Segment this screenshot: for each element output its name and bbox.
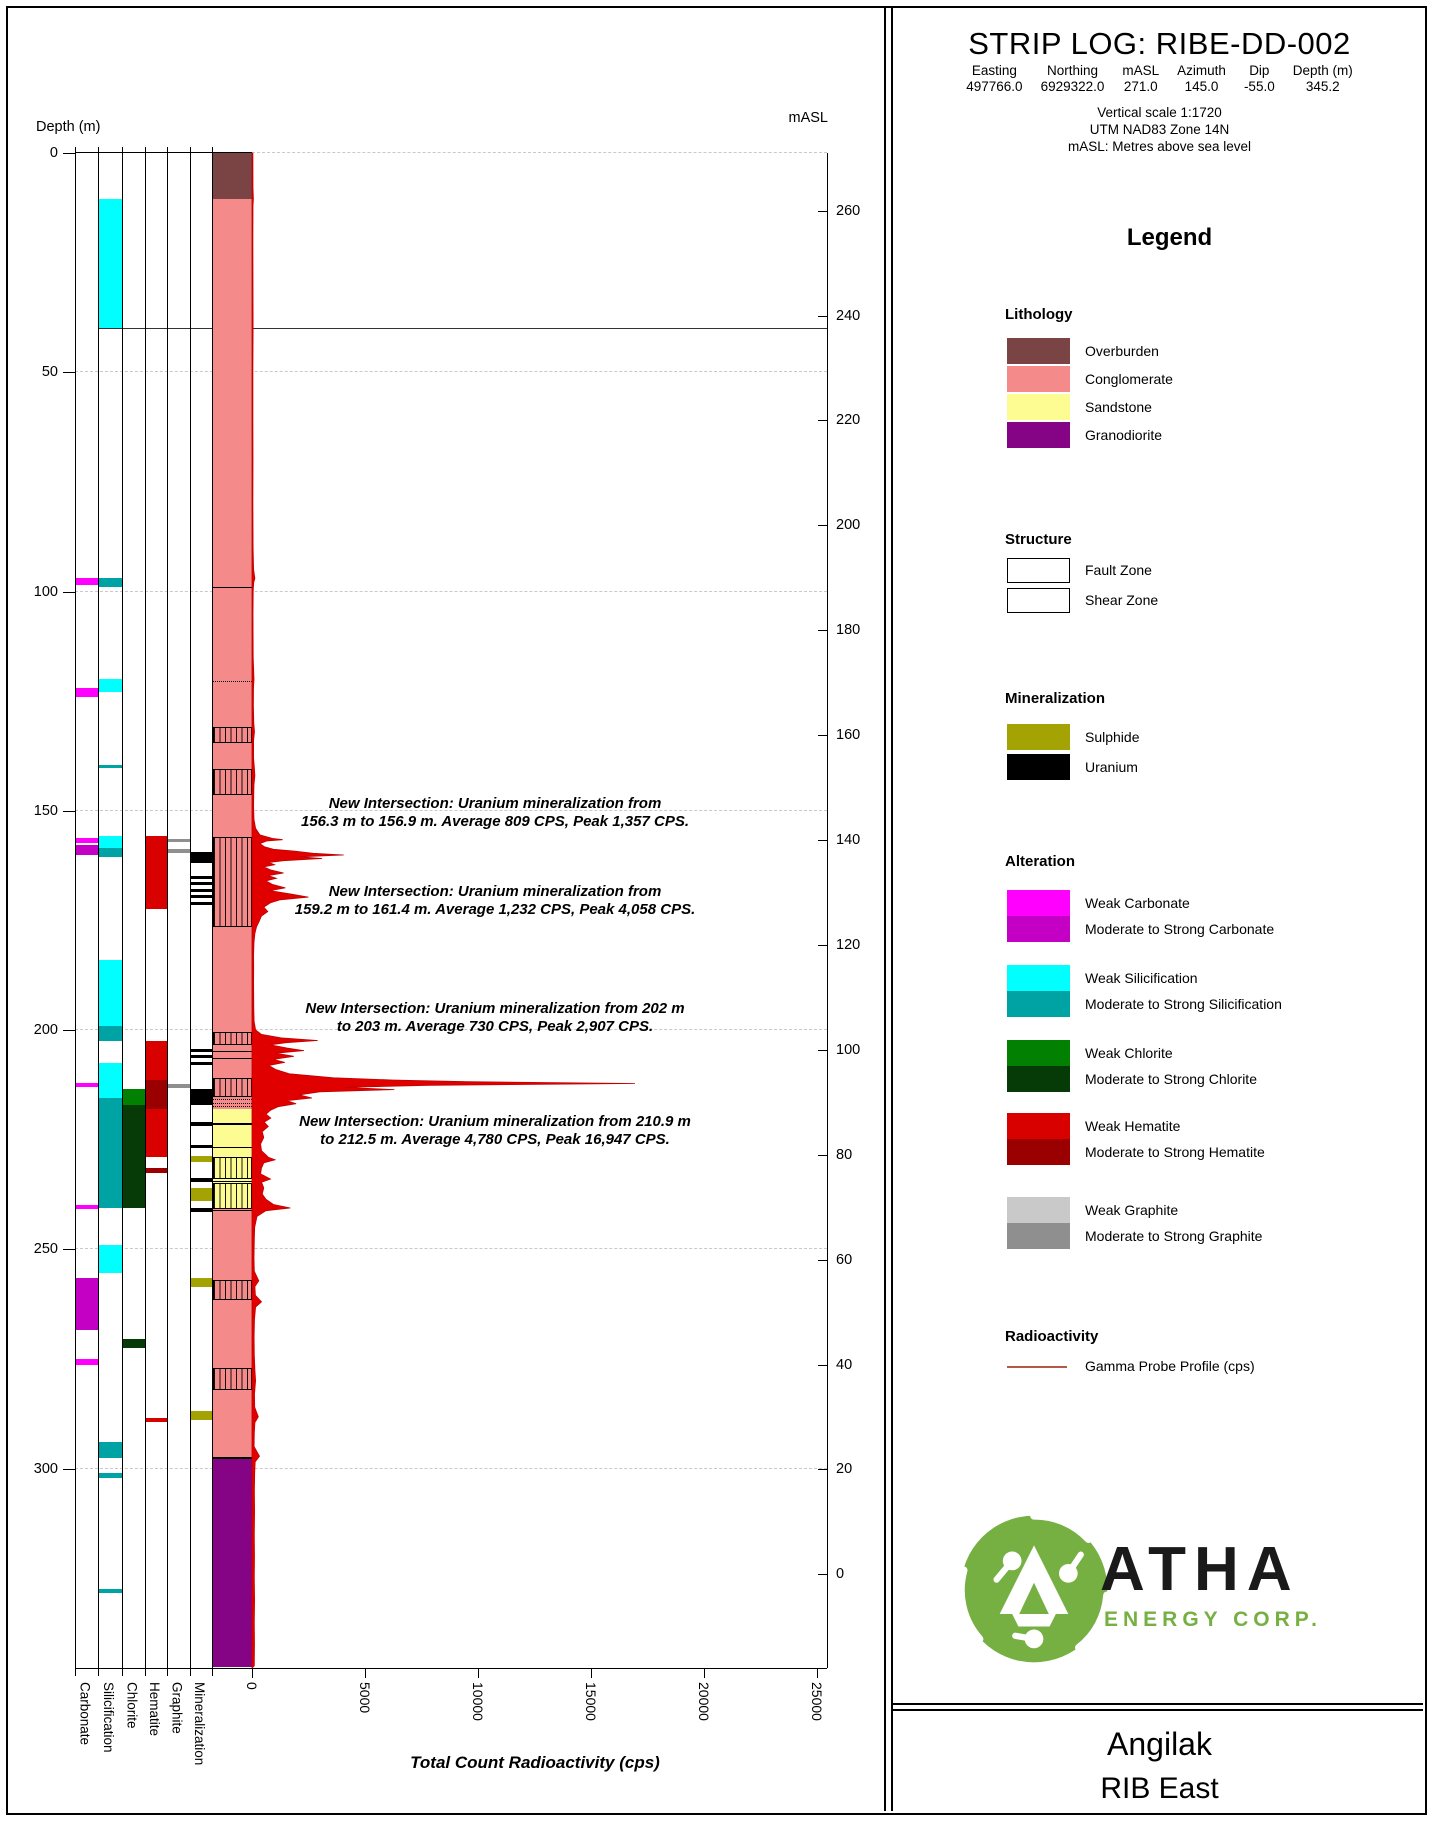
alteration-interval-silicification	[99, 199, 122, 328]
legend-swatch-weak	[1007, 890, 1070, 916]
legend-swatch-weak	[1007, 1040, 1070, 1066]
legend-swatch-strong	[1007, 1066, 1070, 1092]
meta-label: Northing	[1046, 63, 1098, 78]
intersection-annotation-line: New Intersection: Uranium mineralization from	[328, 883, 662, 901]
depth-tick	[63, 811, 75, 812]
collar-metadata	[892, 63, 1427, 95]
meta-masl	[1122, 63, 1159, 95]
depth-tick	[63, 372, 75, 373]
depth-tick	[63, 592, 75, 593]
intersection-annotation-line: to 212.5 m. Average 4,780 CPS, Peak 16,947 CPS.	[320, 1130, 670, 1148]
meta-label: Easting	[971, 63, 1017, 78]
masl-axis-line	[827, 153, 828, 1668]
alteration-interval-silicification	[99, 1098, 122, 1208]
lithology-interval-conglomerate	[213, 1209, 252, 1280]
legend-label: Shear Zone	[1085, 592, 1159, 608]
lithology-contact-line	[213, 1210, 252, 1211]
masl-axis-title: mASL	[788, 110, 828, 126]
legend-swatch-overburden	[1007, 338, 1070, 364]
alteration-interval-hematite	[146, 1418, 167, 1422]
legend-swatch-weak	[1007, 1197, 1070, 1223]
track-border-line	[167, 147, 168, 1676]
log-title: STRIP LOG: RIBE-DD-002	[968, 26, 1351, 61]
alteration-interval-carbonate	[76, 838, 98, 842]
masl-tick-label: 60	[836, 1251, 853, 1268]
lithology-contact-line	[213, 681, 252, 682]
track-name-label: Chlorite	[124, 1682, 140, 1729]
atha-logo	[956, 1511, 1112, 1667]
legend-label: Weak Chlorite	[1085, 1045, 1173, 1061]
legend-swatch-weak	[1007, 965, 1070, 991]
alteration-interval-silicification	[99, 1245, 122, 1274]
fault-zone-overlay	[213, 1078, 252, 1097]
alteration-interval-hematite	[146, 1080, 167, 1109]
alteration-interval-hematite	[146, 1041, 167, 1080]
scale-notes	[892, 104, 1427, 155]
masl-tick	[818, 1050, 827, 1051]
track-border-line	[75, 147, 76, 1676]
masl-tick	[818, 1260, 827, 1261]
alteration-interval-silicification	[99, 1473, 122, 1478]
masl-tick-label: 160	[836, 727, 861, 744]
masl-tick	[818, 1574, 827, 1575]
legend-heading-structure: Structure	[1005, 531, 1072, 548]
lithology-contact-line	[213, 1106, 252, 1107]
fault-zone-overlay	[213, 1183, 252, 1208]
lithology-contact-line	[213, 1457, 252, 1460]
alteration-interval-silicification	[99, 578, 122, 587]
masl-tick	[818, 840, 827, 841]
cps-tick	[591, 1668, 592, 1678]
meta-depthm	[1293, 63, 1353, 95]
cps-tick	[478, 1668, 479, 1678]
masl-tick-label: 80	[836, 1146, 853, 1163]
cps-tick	[704, 1668, 705, 1678]
legend-label: Fault Zone	[1085, 562, 1152, 578]
masl-tick	[818, 1155, 827, 1156]
legend-swatch-strong	[1007, 1139, 1070, 1165]
intersection-annotation	[245, 1000, 745, 1036]
legend-heading-radioactivity: Radioactivity	[1005, 1328, 1099, 1345]
alteration-interval-silicification	[99, 1442, 122, 1457]
alteration-interval-graphite	[168, 839, 190, 843]
depth-tick-label: 150	[33, 802, 58, 819]
alteration-interval-chlorite	[123, 1089, 145, 1104]
meta-easting	[966, 63, 1022, 95]
lithology-interval-overburden	[213, 153, 252, 199]
lithology-interval-conglomerate	[213, 199, 252, 727]
meta-northing	[1041, 63, 1105, 95]
legend-gamma-line-swatch	[1007, 1366, 1067, 1368]
legend-label: Uranium	[1085, 759, 1138, 775]
fault-zone-overlay	[213, 727, 252, 742]
cps-tick-label: 0	[244, 1682, 260, 1690]
atha-logo-icon	[956, 1511, 1112, 1667]
masl-tick	[818, 1365, 827, 1366]
mineralization-interval-uranium	[191, 1049, 212, 1052]
alteration-interval-carbonate	[76, 1083, 98, 1087]
legend-swatch-uranium	[1007, 754, 1070, 780]
legend-swatch-strong	[1007, 1223, 1070, 1249]
legend-label: Weak Silicification	[1085, 970, 1198, 986]
legend-label: Sulphide	[1085, 729, 1140, 745]
mineralization-interval-uranium	[191, 1145, 212, 1148]
meta-label: mASL	[1122, 63, 1160, 78]
atha-wordmark: ATHA	[1100, 1535, 1300, 1604]
mineralization-interval-uranium	[191, 852, 212, 863]
scale-note: Vertical scale 1:1720	[1097, 105, 1222, 120]
meta-value: 271.0	[1123, 79, 1158, 94]
masl-tick	[818, 420, 827, 421]
intersection-annotation-line: New Intersection: Uranium mineralization from 210.9 m	[299, 1112, 691, 1130]
depth-tick	[63, 1469, 75, 1470]
mineralization-interval-uranium	[191, 1089, 212, 1105]
title-block	[892, 1710, 1427, 1815]
info-panel	[892, 6, 1427, 1703]
intersection-annotation-line: New Intersection: Uranium mineralization from 202 m	[305, 1000, 685, 1018]
cps-tick-label: 25000	[809, 1682, 825, 1721]
cps-tick-label: 10000	[470, 1682, 486, 1721]
mineralization-interval-sulphide	[191, 1278, 212, 1287]
intersection-annotation-line: 159.2 m to 161.4 m. Average 1,232 CPS, Peak 4,058 CPS.	[294, 901, 696, 919]
masl-tick-label: 20	[836, 1461, 853, 1478]
masl-tick	[818, 945, 827, 946]
lithology-interval-conglomerate	[213, 1390, 252, 1457]
meta-label: Azimuth	[1177, 63, 1226, 78]
lithology-contact-line	[213, 1051, 252, 1052]
legend-swatch-weak	[1007, 1113, 1070, 1139]
alteration-interval-silicification	[99, 1026, 122, 1041]
depth-tick	[63, 1249, 75, 1250]
legend-label: Weak Hematite	[1085, 1118, 1181, 1134]
legend-label: Weak Carbonate	[1085, 895, 1190, 911]
meta-azimuth	[1177, 63, 1226, 95]
lithology-contact-line	[213, 1181, 252, 1182]
legend-label: Overburden	[1085, 343, 1159, 359]
masl-tick-label: 200	[836, 517, 861, 534]
legend-label: Conglomerate	[1085, 371, 1173, 387]
meta-value: 497766.0	[966, 79, 1023, 94]
masl-tick-label: 120	[836, 936, 861, 953]
masl-tick	[818, 211, 827, 212]
alteration-interval-carbonate	[76, 578, 98, 585]
legend-swatch-strong	[1007, 991, 1070, 1017]
masl-tick	[818, 1469, 827, 1470]
track-name-label: Carbonate	[77, 1682, 93, 1746]
legend-label: Moderate to Strong Hematite	[1085, 1144, 1265, 1160]
legend-swatch-conglomerate	[1007, 366, 1070, 392]
depth-tick-label: 300	[33, 1460, 58, 1477]
alteration-interval-silicification	[99, 848, 122, 857]
alteration-interval-carbonate	[76, 845, 98, 855]
depth-tick-label: 250	[33, 1241, 58, 1258]
depth-tick-label: 50	[41, 364, 58, 381]
masl-tick-label: 220	[836, 412, 861, 429]
legend-swatch-strong	[1007, 916, 1070, 942]
lithology-contact-line	[213, 587, 252, 588]
intersection-annotation-line: New Intersection: Uranium mineralization from	[328, 794, 662, 812]
fault-zone-overlay	[213, 1157, 252, 1179]
mineralization-interval-uranium	[191, 902, 212, 905]
cps-tick-label: 5000	[357, 1682, 373, 1714]
meta-value: 145.0	[1184, 79, 1219, 94]
alteration-interval-silicification	[99, 679, 122, 692]
depth-tick	[63, 153, 75, 154]
mineralization-interval-uranium	[191, 1122, 212, 1126]
alteration-interval-silicification	[99, 1589, 122, 1593]
lithology-interval-conglomerate	[213, 1300, 252, 1368]
alteration-interval-hematite	[146, 1168, 167, 1172]
meta-value: -55.0	[1243, 79, 1275, 94]
legend-heading-mineralization: Mineralization	[1005, 690, 1106, 707]
alteration-interval-silicification	[99, 960, 122, 1026]
masl-tick-label: 180	[836, 622, 861, 639]
meta-value: 345.2	[1305, 79, 1340, 94]
masl-tick-label: 100	[836, 1041, 861, 1058]
panel-divider-outer	[884, 6, 886, 1811]
alteration-interval-carbonate	[76, 1359, 98, 1366]
meta-label: Dip	[1249, 63, 1270, 78]
legend-swatch-granodiorite	[1007, 422, 1070, 448]
alteration-interval-hematite	[146, 1109, 167, 1157]
depth-tick-label: 100	[33, 583, 58, 600]
legend-heading-alteration: Alteration	[1005, 853, 1076, 870]
masl-tick	[818, 525, 827, 526]
area-name: RIB East	[1100, 1772, 1219, 1805]
cps-tick-label: 20000	[696, 1682, 712, 1721]
fault-zone-overlay	[213, 769, 252, 795]
intersection-annotation	[245, 795, 745, 831]
meta-dip	[1244, 63, 1275, 95]
track-name-label: Silicification	[101, 1682, 116, 1753]
legend-swatch-sulphide	[1007, 724, 1070, 750]
alteration-interval-carbonate	[76, 1205, 98, 1209]
mineralization-interval-uranium	[191, 876, 212, 879]
track-name-label: Hematite	[147, 1682, 162, 1737]
cps-tick	[252, 1668, 253, 1678]
masl-tick	[818, 316, 827, 317]
cps-axis-title: Total Count Radioactivity (cps)	[410, 1753, 660, 1772]
mineralization-interval-uranium	[191, 1208, 212, 1212]
intersection-annotation-line: to 203 m. Average 730 CPS, Peak 2,907 CPS.	[336, 1018, 654, 1036]
alteration-interval-silicification	[99, 836, 122, 848]
scale-note: UTM NAD83 Zone 14N	[1089, 122, 1230, 137]
cps-tick-label: 15000	[583, 1682, 599, 1721]
masl-tick	[818, 630, 827, 631]
depth-tick	[63, 1030, 75, 1031]
masl-tick-label: 240	[836, 307, 861, 324]
mineralization-interval-uranium	[191, 1055, 212, 1058]
meta-label: Depth (m)	[1292, 63, 1353, 78]
track-name-label: Graphite	[169, 1682, 185, 1734]
mineralization-interval-uranium	[191, 882, 212, 885]
legend-swatch-fault-zone	[1007, 558, 1070, 583]
legend-label: Moderate to Strong Graphite	[1085, 1228, 1263, 1244]
masl-tick-label: 40	[836, 1356, 853, 1373]
legend-label: Moderate to Strong Carbonate	[1085, 921, 1275, 937]
alteration-interval-graphite	[168, 1084, 190, 1088]
legend-label: Moderate to Strong Silicification	[1085, 996, 1282, 1012]
mineralization-interval-sulphide	[191, 1188, 212, 1201]
mineralization-interval-sulphide	[191, 1411, 212, 1420]
scale-note: mASL: Metres above sea level	[1067, 139, 1252, 154]
alteration-interval-chlorite	[123, 1339, 145, 1348]
lithology-contact-line	[213, 1103, 252, 1104]
alteration-interval-silicification	[99, 1063, 122, 1098]
meta-value: 6929322.0	[1040, 79, 1105, 94]
masl-tick-label: 140	[836, 832, 861, 849]
depth-tick-label: 0	[49, 145, 58, 161]
lithology-interval-granodiorite	[213, 1457, 252, 1667]
legend-title: Legend	[1126, 224, 1213, 251]
alteration-interval-carbonate	[76, 1278, 98, 1331]
legend-label: Granodiorite	[1085, 427, 1163, 443]
legend-label: Gamma Probe Profile (cps)	[1085, 1358, 1255, 1374]
lithology-contact-line	[213, 1058, 252, 1059]
intersection-annotation	[245, 883, 745, 919]
alteration-interval-silicification	[99, 765, 122, 769]
intersection-annotation	[245, 1113, 745, 1149]
masl-tick-label: 260	[836, 202, 861, 219]
masl-tick	[818, 735, 827, 736]
cps-tick	[365, 1668, 366, 1678]
legend-label: Moderate to Strong Chlorite	[1085, 1071, 1257, 1087]
masl-tick-label: 0	[836, 1566, 845, 1583]
cps-tick	[817, 1668, 818, 1678]
legend-swatch-shear-zone	[1007, 588, 1070, 613]
project-name: Angilak	[1107, 1726, 1212, 1762]
legend-swatch-sandstone	[1007, 394, 1070, 420]
mineralization-interval-uranium	[191, 1062, 212, 1065]
alteration-interval-hematite	[146, 836, 167, 909]
fault-zone-overlay	[213, 1280, 252, 1300]
mineralization-interval-uranium	[191, 895, 212, 898]
legend-heading-lithology: Lithology	[1005, 306, 1073, 323]
alteration-interval-carbonate	[76, 688, 98, 697]
legend-label: Weak Graphite	[1085, 1202, 1179, 1218]
atha-subtitle: ENERGY CORP.	[1104, 1608, 1322, 1631]
alteration-interval-chlorite	[123, 1105, 145, 1208]
legend-label: Sandstone	[1085, 399, 1152, 415]
depth-tick-label: 200	[33, 1022, 58, 1038]
lithology-interval-conglomerate	[213, 743, 252, 769]
track-border-line	[190, 147, 191, 1676]
mineralization-interval-uranium	[191, 1178, 212, 1182]
track-border-line	[145, 147, 146, 1676]
mineralization-interval-sulphide	[191, 1156, 212, 1161]
intersection-annotation-line: 156.3 m to 156.9 m. Average 809 CPS, Peak 1,357 CPS.	[300, 812, 689, 830]
lithology-contact-line	[213, 1099, 252, 1100]
fault-zone-overlay	[213, 1368, 252, 1390]
depth-axis-title: Depth (m)	[36, 119, 101, 135]
mineralization-interval-uranium	[191, 889, 212, 892]
track-border-line	[122, 147, 123, 1676]
alteration-interval-graphite	[168, 849, 190, 853]
track-name-label: Mineralization	[192, 1682, 207, 1766]
footer-divider-outer	[892, 1703, 1423, 1705]
bottom-axis-line	[75, 1668, 827, 1669]
